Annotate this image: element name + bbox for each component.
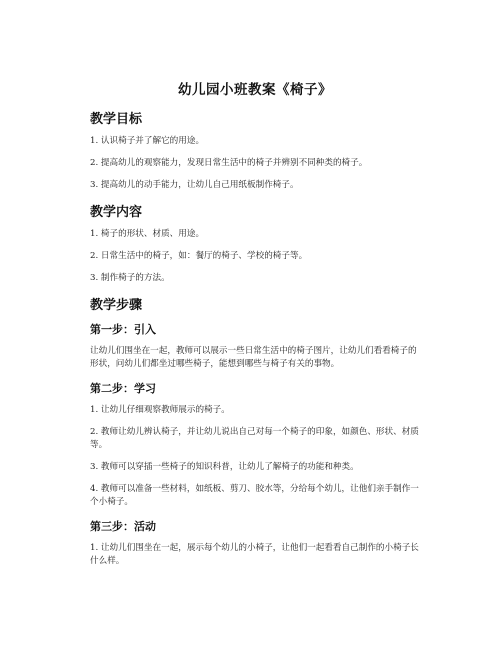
step-heading: 第二步：学习	[90, 382, 156, 395]
step-activity	[90, 518, 420, 568]
step-heading: 第三步：活动	[90, 520, 156, 533]
step-learn	[90, 380, 420, 509]
list-item: 4. 教师可以准备一些材料，如纸板、剪刀、胶水等，分给每个幼儿，让他们亲手制作一个小椅子。	[90, 484, 419, 507]
section-teaching-goals	[90, 108, 420, 192]
list-item: 2. 日常生活中的椅子，如：餐厅的椅子、学校的椅子等。	[90, 251, 308, 261]
list-item: 3. 教师可以穿插一些椅子的知识科普，让幼儿了解椅子的功能和种类。	[90, 462, 359, 472]
section-teaching-content	[90, 201, 420, 285]
section-heading: 教学步骤	[90, 298, 143, 313]
section-heading: 教学内容	[90, 205, 143, 220]
list-item: 2. 提高幼儿的观察能力，发现日常生活中的椅子并辨别不同种类的椅子。	[90, 158, 368, 168]
section-heading: 教学目标	[90, 112, 143, 127]
section-teaching-steps	[90, 294, 420, 568]
list-item: 3. 提高幼儿的动手能力，让幼儿自己用纸板制作椅子。	[90, 180, 299, 190]
paragraph: 让幼儿们围坐在一起，教师可以展示一些日常生活中的椅子图片，让幼儿们看看椅子的形状，问幼儿们都坐过哪些椅子，能想到哪些与椅子有关的事物。	[90, 346, 417, 369]
list-item: 1. 让幼儿们围坐在一起，展示每个幼儿的小椅子，让他们一起看看自己制作的小椅子长什么样。	[90, 543, 419, 566]
document-page	[90, 78, 420, 577]
list-item: 1. 椅子的形状、材质、用途。	[90, 229, 205, 239]
page-title: 幼儿园小班教案《椅子》	[178, 82, 332, 98]
step-intro	[90, 321, 420, 371]
list-item: 1. 让幼儿仔细观察教师展示的椅子。	[90, 405, 230, 415]
step-heading: 第一步：引入	[90, 323, 156, 336]
list-item: 2. 教师让幼儿辨认椅子，并让幼儿说出自己对每一个椅子的印象，如颜色、形状、材质等。	[90, 427, 419, 450]
list-item: 3. 制作椅子的方法。	[90, 273, 170, 283]
list-item: 1. 认识椅子并了解它的用途。	[90, 136, 205, 146]
